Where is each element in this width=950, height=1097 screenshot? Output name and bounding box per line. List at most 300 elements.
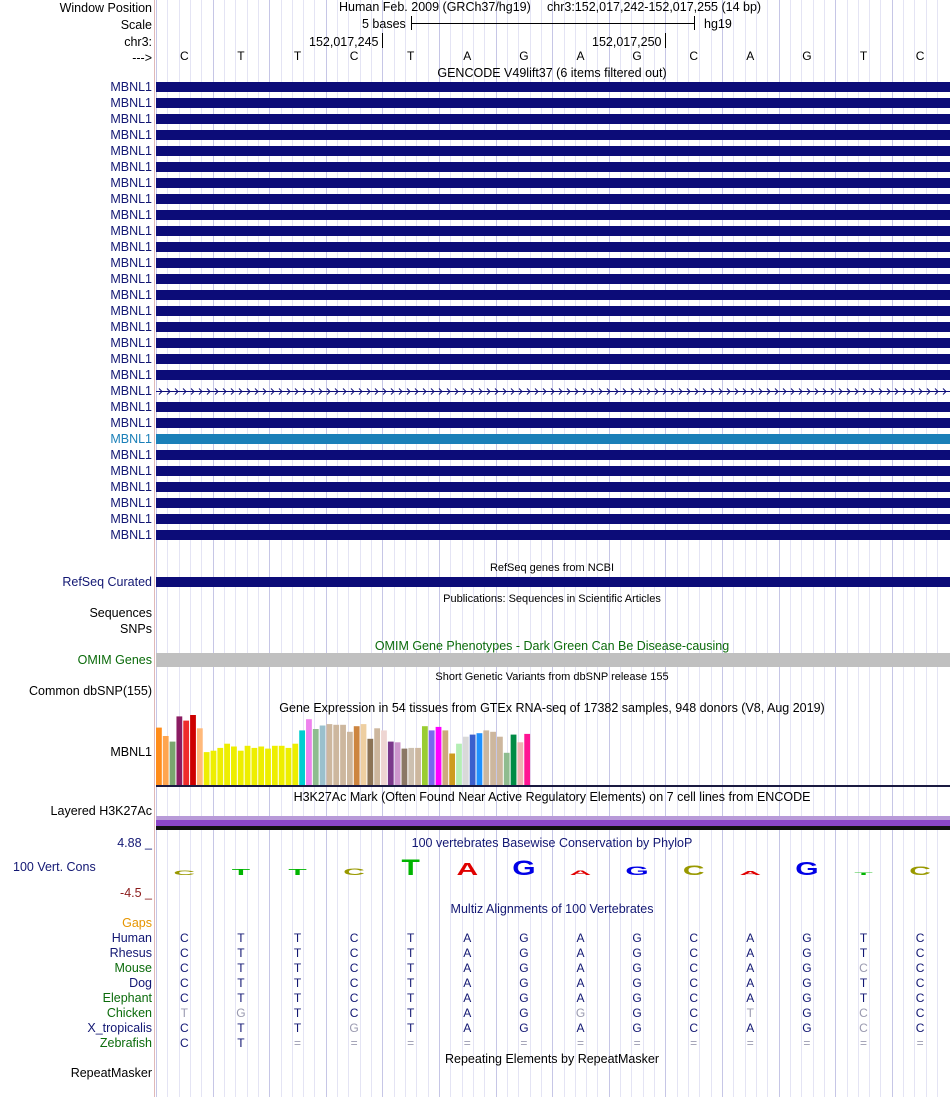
multiz-base: C bbox=[349, 991, 359, 1005]
gtex-tissue-bar bbox=[429, 730, 435, 785]
multiz-base: G bbox=[802, 1021, 812, 1035]
gencode-exon-bar[interactable] bbox=[156, 498, 950, 508]
gtex-tissue-bar bbox=[163, 736, 169, 785]
gtex-tissue-bar bbox=[183, 721, 189, 785]
multiz-species-label[interactable]: Chicken bbox=[106, 1006, 152, 1020]
multiz-base: T bbox=[237, 931, 245, 945]
multiz-base: C bbox=[179, 961, 189, 975]
gencode-transcript-label[interactable]: MBNL1 bbox=[110, 288, 152, 302]
multiz-base: A bbox=[463, 961, 472, 975]
assembly-text: Human Feb. 2009 (GRCh37/hg19) bbox=[339, 0, 531, 14]
multiz-base: A bbox=[576, 1021, 585, 1035]
gencode-exon-bar[interactable] bbox=[156, 418, 950, 428]
base-letter: T bbox=[237, 49, 245, 63]
multiz-base: = bbox=[803, 1036, 811, 1050]
window-position-label: Window Position bbox=[59, 1, 152, 15]
multiz-base: T bbox=[407, 976, 415, 990]
gencode-exon-bar[interactable] bbox=[156, 530, 950, 540]
multiz-base: A bbox=[463, 976, 472, 990]
snps-label[interactable]: SNPs bbox=[120, 622, 152, 636]
multiz-base: C bbox=[349, 931, 359, 945]
multiz-base: G bbox=[802, 946, 812, 960]
gtex-tissue-bar bbox=[381, 730, 387, 785]
gtex-tissue-bar bbox=[176, 716, 182, 785]
gencode-title[interactable]: GENCODE V49lift37 (6 items filtered out) bbox=[437, 66, 667, 80]
gtex-tissue-bar bbox=[170, 742, 176, 785]
multiz-base: G bbox=[632, 931, 642, 945]
phylop-label[interactable]: 100 Vert. Cons bbox=[13, 860, 96, 874]
gtex-tissue-bar bbox=[497, 737, 503, 785]
gtex-tissue-bar bbox=[190, 715, 196, 785]
multiz-species-label[interactable]: Rhesus bbox=[109, 946, 152, 960]
phylop-logo-letter: G bbox=[512, 857, 536, 880]
phylop-title[interactable]: 100 vertebrates Basewise Conservation by PhyloP bbox=[411, 836, 693, 850]
gencode-transcript-label[interactable]: MBNL1 bbox=[110, 224, 152, 238]
h3k27ac-title[interactable]: H3K27Ac Mark (Often Found Near Active Regulatory Elements) on 7 cell lines from ENCODE bbox=[293, 790, 811, 804]
gencode-exon-bar[interactable] bbox=[156, 98, 950, 108]
multiz-base: = bbox=[633, 1036, 641, 1050]
multiz-base: A bbox=[576, 931, 585, 945]
multiz-base: G bbox=[632, 991, 642, 1005]
phylop-logo-letter: C bbox=[682, 862, 705, 878]
omim-bar[interactable] bbox=[156, 653, 950, 667]
multiz-base: T bbox=[293, 991, 302, 1005]
gtex-tissue-bar bbox=[470, 735, 476, 785]
scale-db: hg19 bbox=[704, 17, 732, 31]
multiz-base: C bbox=[349, 946, 359, 960]
multiz-base: T bbox=[237, 946, 245, 960]
omim-title[interactable]: OMIM Gene Phenotypes - Dark Green Can Be Disease-causing bbox=[374, 639, 730, 653]
multiz-base: A bbox=[463, 931, 472, 945]
multiz-species-label[interactable]: Human bbox=[111, 931, 152, 945]
gencode-exon-bar[interactable] bbox=[156, 514, 950, 524]
multiz-base: A bbox=[463, 946, 472, 960]
gtex-tissue-bar bbox=[408, 748, 414, 785]
multiz-base: A bbox=[746, 961, 755, 975]
gencode-exon-bar[interactable] bbox=[156, 82, 950, 92]
gtex-tissue-bar bbox=[340, 725, 346, 785]
gtex-tissue-bar bbox=[286, 748, 292, 785]
phylop-logo-letter: A bbox=[456, 860, 479, 880]
base-letter: A bbox=[746, 49, 755, 63]
phylop-logo-letter: A bbox=[739, 869, 762, 877]
scale-bar bbox=[412, 23, 694, 24]
multiz-base: T bbox=[237, 961, 245, 975]
phylop-logo-letter: G bbox=[795, 858, 819, 880]
gtex-tissue-bar bbox=[422, 726, 428, 785]
gencode-exon-bar[interactable] bbox=[156, 162, 950, 172]
gtex-tissue-bar bbox=[327, 724, 333, 785]
pos-left-tick bbox=[382, 33, 383, 48]
gencode-intron-line[interactable] bbox=[156, 385, 950, 397]
multiz-base: C bbox=[859, 1006, 868, 1020]
multiz-base: C bbox=[179, 931, 189, 945]
multiz-base: = bbox=[916, 1036, 924, 1050]
gencode-transcript-label[interactable]: MBNL1 bbox=[110, 480, 152, 494]
gtex-tissue-bar bbox=[320, 726, 326, 786]
multiz-species-label[interactable]: X_tropicalis bbox=[87, 1021, 152, 1035]
multiz-base: A bbox=[746, 976, 755, 990]
multiz-base: T bbox=[407, 1006, 415, 1020]
gtex-tissue-bar bbox=[361, 724, 367, 785]
phylop-min: -4.5 _ bbox=[120, 886, 152, 900]
multiz-base: T bbox=[293, 961, 302, 975]
multiz-base: G bbox=[802, 991, 812, 1005]
base-letter: G bbox=[802, 49, 812, 63]
gencode-transcript-label[interactable]: MBNL1 bbox=[110, 160, 152, 174]
gencode-transcript-label[interactable]: MBNL1 bbox=[110, 448, 152, 462]
repeatmasker-label[interactable]: RepeatMasker bbox=[70, 1066, 152, 1080]
multiz-base: G bbox=[519, 946, 529, 960]
phylop-logo-letter: C bbox=[909, 864, 931, 878]
multiz-base: A bbox=[576, 976, 585, 990]
multiz-base: A bbox=[746, 991, 755, 1005]
dbsnp-label[interactable]: Common dbSNP(155) bbox=[29, 684, 152, 698]
base-letter: G bbox=[632, 49, 642, 63]
strand-label: ---> bbox=[132, 51, 152, 65]
gtex-tissue-bar bbox=[217, 748, 223, 785]
multiz-base: = bbox=[690, 1036, 698, 1050]
multiz-base: = bbox=[859, 1036, 868, 1050]
multiz-base: G bbox=[519, 976, 529, 990]
gencode-transcript-label[interactable]: MBNL1 bbox=[110, 80, 152, 94]
multiz-base: C bbox=[915, 1006, 925, 1020]
gtex-tissue-bar bbox=[504, 753, 510, 785]
gencode-exon-bar[interactable] bbox=[156, 466, 950, 476]
gencode-transcript-label[interactable]: MBNL1 bbox=[110, 128, 152, 142]
multiz-base: C bbox=[689, 961, 699, 975]
multiz-base: C bbox=[915, 961, 925, 975]
gencode-transcript-label[interactable]: MBNL1 bbox=[110, 368, 152, 382]
multiz-base: = bbox=[520, 1036, 528, 1050]
gencode-transcript-label[interactable]: MBNL1 bbox=[110, 176, 152, 190]
multiz-base: C bbox=[689, 976, 699, 990]
gtex-tissue-bar bbox=[204, 752, 210, 785]
multiz-base: G bbox=[575, 1006, 586, 1020]
multiz-base: G bbox=[519, 991, 529, 1005]
multiz-base: C bbox=[349, 976, 359, 990]
base-letter: C bbox=[179, 49, 189, 63]
multiz-base: C bbox=[915, 1021, 925, 1035]
gtex-tissue-bar bbox=[258, 747, 264, 786]
gencode-transcript-label[interactable]: MBNL1 bbox=[110, 400, 152, 414]
gencode-exon-bar[interactable] bbox=[156, 434, 950, 444]
scale-bar-tick-right bbox=[694, 16, 695, 30]
gtex-chart[interactable] bbox=[154, 715, 950, 787]
gtex-tissue-bar bbox=[436, 727, 442, 785]
multiz-base: T bbox=[407, 946, 415, 960]
gencode-exon-bar[interactable] bbox=[156, 290, 950, 300]
base-letter: C bbox=[689, 49, 699, 63]
gencode-transcript-label[interactable]: MBNL1 bbox=[110, 192, 152, 206]
multiz-base: A bbox=[746, 946, 755, 960]
multiz-base: C bbox=[915, 991, 925, 1005]
phylop-logo-letter: T bbox=[854, 871, 873, 876]
gencode-transcript-label[interactable]: MBNL1 bbox=[110, 112, 152, 126]
multiz-base: T bbox=[293, 1021, 302, 1035]
pos-right-tick bbox=[665, 33, 666, 48]
multiz-base: T bbox=[407, 931, 415, 945]
gencode-transcript-label[interactable]: MBNL1 bbox=[110, 272, 152, 286]
multiz-base: T bbox=[746, 1006, 754, 1020]
pos-right: 152,017,250 bbox=[592, 35, 662, 49]
multiz-base: T bbox=[859, 946, 868, 960]
multiz-base: A bbox=[746, 931, 755, 945]
gtex-tissue-bar bbox=[490, 732, 496, 785]
multiz-base: C bbox=[915, 931, 925, 945]
multiz-base: A bbox=[463, 1006, 472, 1020]
publications-title[interactable]: Publications: Sequences in Scientific Articles bbox=[443, 593, 661, 605]
multiz-base: C bbox=[179, 1021, 189, 1035]
gtex-tissue-bar bbox=[367, 739, 373, 785]
multiz-title[interactable]: Multiz Alignments of 100 Vertebrates bbox=[450, 902, 654, 916]
gtex-title[interactable]: Gene Expression in 54 tissues from GTEx RNA-seq of 17382 samples, 948 donors (V8, Aug 2019) bbox=[279, 701, 825, 715]
gencode-transcript-label[interactable]: MBNL1 bbox=[110, 96, 152, 110]
multiz-base: G bbox=[349, 1021, 359, 1035]
multiz-base: C bbox=[349, 1006, 359, 1020]
coords-text[interactable]: chr3:152,017,242-152,017,255 (14 bp) bbox=[547, 0, 762, 14]
gtex-tissue-bar bbox=[456, 744, 462, 785]
sequences-label[interactable]: Sequences bbox=[89, 606, 152, 620]
gencode-transcript-label[interactable]: MBNL1 bbox=[110, 320, 152, 334]
multiz-base: = bbox=[293, 1036, 302, 1050]
base-letter: T bbox=[407, 49, 415, 63]
h3k27ac-baseline bbox=[156, 826, 950, 830]
base-letter: G bbox=[519, 49, 529, 63]
multiz-base: T bbox=[859, 931, 868, 945]
multiz-base: T bbox=[237, 1021, 245, 1035]
gtex-tissue-bar bbox=[449, 754, 455, 786]
multiz-base: G bbox=[236, 1006, 246, 1020]
multiz-base: C bbox=[349, 961, 359, 975]
gencode-exon-bar[interactable] bbox=[156, 146, 950, 156]
multiz-base: G bbox=[632, 1006, 642, 1020]
gtex-tissue-bar bbox=[265, 749, 271, 785]
h3k27ac-label[interactable]: Layered H3K27Ac bbox=[50, 804, 152, 818]
multiz-base: G bbox=[519, 1021, 529, 1035]
multiz-base: G bbox=[519, 961, 529, 975]
scale-label: Scale bbox=[120, 18, 152, 32]
multiz-base: = bbox=[576, 1036, 585, 1050]
multiz-base: T bbox=[407, 991, 415, 1005]
gtex-tissue-bar bbox=[251, 748, 257, 785]
multiz-base: C bbox=[915, 976, 925, 990]
gencode-transcript-label[interactable]: MBNL1 bbox=[110, 352, 152, 366]
gencode-exon-bar[interactable] bbox=[156, 338, 950, 348]
gencode-transcript-label[interactable]: MBNL1 bbox=[110, 304, 152, 318]
gencode-exon-bar[interactable] bbox=[156, 210, 950, 220]
gtex-tissue-bar bbox=[238, 751, 244, 785]
multiz-base: G bbox=[802, 961, 812, 975]
gtex-baseline bbox=[156, 785, 950, 787]
scale-bar-tick-left bbox=[411, 16, 412, 30]
repeatmasker-title[interactable]: Repeating Elements by RepeatMasker bbox=[444, 1052, 660, 1066]
gencode-transcript-label[interactable]: MBNL1 bbox=[110, 208, 152, 222]
multiz-base: G bbox=[519, 1006, 529, 1020]
phylop-logo-letter: T bbox=[231, 867, 251, 877]
multiz-base: G bbox=[632, 961, 642, 975]
gtex-label[interactable]: MBNL1 bbox=[110, 745, 152, 759]
gencode-transcript-label[interactable]: MBNL1 bbox=[110, 144, 152, 158]
multiz-species-label[interactable]: Zebrafish bbox=[99, 1036, 152, 1050]
phylop-logo-letter: T bbox=[401, 854, 420, 881]
gencode-exon-bar[interactable] bbox=[156, 354, 950, 364]
gtex-tissue-bar bbox=[292, 744, 298, 785]
gtex-tissue-bar bbox=[156, 728, 162, 785]
dbsnp-title[interactable]: Short Genetic Variants from dbSNP release 155 bbox=[435, 671, 669, 683]
multiz-species-label[interactable]: Mouse bbox=[114, 961, 152, 975]
multiz-base: G bbox=[802, 976, 812, 990]
refseq-label[interactable]: RefSeq Curated bbox=[62, 575, 152, 589]
gencode-exon-bar[interactable] bbox=[156, 306, 950, 316]
gencode-transcript-label[interactable]: MBNL1 bbox=[110, 528, 152, 542]
gencode-transcript-label[interactable]: MBNL1 bbox=[110, 512, 152, 526]
multiz-base: T bbox=[859, 976, 868, 990]
multiz-base: T bbox=[859, 991, 868, 1005]
gtex-tissue-bar bbox=[306, 719, 312, 785]
multiz-base: G bbox=[802, 1006, 812, 1020]
gencode-exon-bar[interactable] bbox=[156, 226, 950, 236]
multiz-base: G bbox=[632, 976, 642, 990]
chr-label: chr3: bbox=[124, 35, 152, 49]
multiz-base: C bbox=[689, 1021, 699, 1035]
multiz-base: A bbox=[576, 961, 585, 975]
gencode-exon-bar[interactable] bbox=[156, 274, 950, 284]
gtex-tissue-bar bbox=[477, 733, 483, 785]
gtex-tissue-bar bbox=[333, 725, 339, 785]
gencode-transcript-label[interactable]: MBNL1 bbox=[110, 256, 152, 270]
gtex-tissue-bar bbox=[272, 746, 278, 785]
multiz-base: C bbox=[915, 946, 925, 960]
gencode-transcript-label[interactable]: MBNL1 bbox=[110, 240, 152, 254]
refseq-title[interactable]: RefSeq genes from NCBI bbox=[489, 562, 615, 574]
phylop-logo-letter: A bbox=[569, 869, 592, 877]
phylop-logo-letter: T bbox=[288, 867, 307, 877]
gtex-tissue-bar bbox=[347, 732, 353, 785]
multiz-base: C bbox=[689, 946, 699, 960]
base-letter: C bbox=[349, 49, 359, 63]
gencode-exon-bar[interactable] bbox=[156, 130, 950, 140]
multiz-base: G bbox=[632, 1021, 642, 1035]
refseq-bar[interactable] bbox=[156, 577, 950, 587]
phylop-logo-letter: G bbox=[625, 864, 649, 878]
gtex-tissue-bar bbox=[224, 744, 230, 785]
multiz-base: T bbox=[407, 961, 415, 975]
multiz-base: = bbox=[746, 1036, 754, 1050]
gtex-tissue-bar bbox=[197, 728, 203, 785]
multiz-base: T bbox=[237, 976, 245, 990]
gencode-exon-bar[interactable] bbox=[156, 322, 950, 332]
multiz-base: A bbox=[576, 991, 585, 1005]
gtex-tissue-bar bbox=[524, 734, 530, 785]
gencode-exon-bar[interactable] bbox=[156, 258, 950, 268]
gencode-exon-bar[interactable] bbox=[156, 370, 950, 380]
gtex-tissue-bar bbox=[511, 735, 517, 785]
phylop-max: 4.88 _ bbox=[117, 836, 152, 850]
gtex-tissue-bar bbox=[313, 729, 319, 785]
gencode-exon-bar[interactable] bbox=[156, 242, 950, 252]
multiz-base: T bbox=[293, 1006, 302, 1020]
phylop-logo[interactable] bbox=[154, 848, 950, 888]
gencode-exon-bar[interactable] bbox=[156, 450, 950, 460]
gtex-tissue-bar bbox=[211, 751, 217, 785]
gtex-tissue-bar bbox=[415, 748, 421, 785]
multiz-base: T bbox=[180, 1006, 188, 1020]
multiz-base: A bbox=[576, 946, 585, 960]
multiz-base: C bbox=[859, 961, 868, 975]
multiz-base: T bbox=[237, 991, 245, 1005]
omim-label[interactable]: OMIM Genes bbox=[77, 653, 152, 667]
gtex-tissue-bar bbox=[442, 730, 448, 785]
base-letter: C bbox=[915, 49, 925, 63]
gencode-exon-bar[interactable] bbox=[156, 482, 950, 492]
multiz-base: A bbox=[463, 991, 472, 1005]
multiz-base: C bbox=[179, 991, 189, 1005]
pos-left: 152,017,245 bbox=[309, 35, 379, 49]
multiz-base: C bbox=[859, 1021, 868, 1035]
multiz-base: G bbox=[632, 946, 642, 960]
multiz-base: C bbox=[689, 1006, 699, 1020]
gtex-tissue-bar bbox=[354, 726, 360, 785]
gencode-exon-bar[interactable] bbox=[156, 402, 950, 412]
base-letter: A bbox=[463, 49, 472, 63]
gtex-tissue-bar bbox=[395, 742, 401, 785]
multiz-base: = bbox=[463, 1036, 471, 1050]
multiz-base: C bbox=[689, 931, 699, 945]
multiz-base: C bbox=[689, 991, 699, 1005]
gencode-transcript-label[interactable]: MBNL1 bbox=[110, 464, 152, 478]
gtex-tissue-bar bbox=[483, 730, 489, 785]
phylop-logo-letter: C bbox=[173, 869, 196, 877]
multiz-species-label[interactable]: Dog bbox=[129, 976, 152, 990]
gtex-tissue-bar bbox=[374, 728, 380, 785]
multiz-base: A bbox=[746, 1021, 755, 1035]
phylop-logo-letter: C bbox=[343, 866, 365, 878]
gtex-tissue-bar bbox=[463, 737, 469, 785]
base-letter: T bbox=[859, 49, 868, 63]
multiz-base: T bbox=[237, 1036, 245, 1050]
multiz-base: T bbox=[293, 976, 302, 990]
gaps-label[interactable]: Gaps bbox=[122, 916, 152, 930]
gtex-tissue-bar bbox=[279, 746, 285, 785]
gencode-exon-bar[interactable] bbox=[156, 178, 950, 188]
multiz-base: = bbox=[407, 1036, 415, 1050]
multiz-base: G bbox=[802, 931, 812, 945]
gtex-tissue-bar bbox=[231, 747, 237, 786]
multiz-species-label[interactable]: Elephant bbox=[102, 991, 152, 1005]
gtex-tissue-bar bbox=[517, 742, 523, 785]
gencode-transcript-label[interactable]: MBNL1 bbox=[110, 416, 152, 430]
gencode-exon-bar[interactable] bbox=[156, 114, 950, 124]
gencode-transcript-label[interactable]: MBNL1 bbox=[110, 432, 152, 446]
scale-text: 5 bases bbox=[362, 17, 406, 31]
gtex-tissue-bar bbox=[402, 749, 408, 785]
base-letter: T bbox=[293, 49, 302, 63]
multiz-base: T bbox=[407, 1021, 415, 1035]
multiz-base: T bbox=[293, 931, 302, 945]
gtex-tissue-bar bbox=[388, 742, 394, 785]
gencode-transcript-label[interactable]: MBNL1 bbox=[110, 384, 152, 398]
gencode-exon-bar[interactable] bbox=[156, 194, 950, 204]
multiz-base: G bbox=[519, 931, 529, 945]
label-divider bbox=[154, 0, 155, 1097]
gencode-transcript-label[interactable]: MBNL1 bbox=[110, 336, 152, 350]
multiz-base: = bbox=[350, 1036, 358, 1050]
multiz-base: T bbox=[293, 946, 302, 960]
gencode-transcript-label[interactable]: MBNL1 bbox=[110, 496, 152, 510]
gtex-tissue-bar bbox=[299, 730, 305, 785]
base-letter: A bbox=[576, 49, 585, 63]
